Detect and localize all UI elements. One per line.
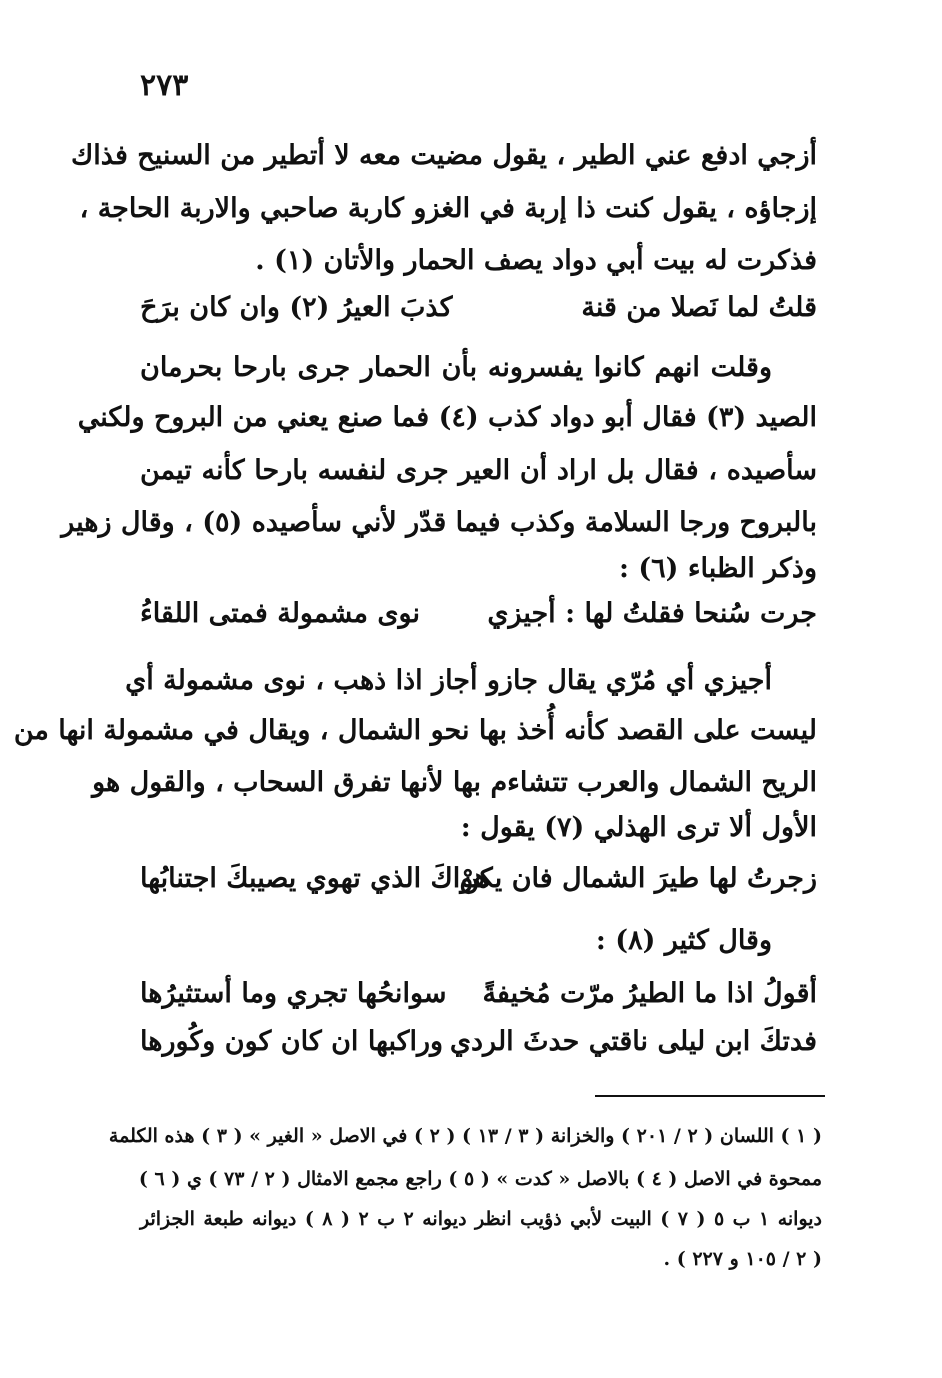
body-line: فذكرت له بيت أبي دواد يصف الحمار والأتان (١) . xyxy=(255,245,817,276)
footnote-line: ديوانه ١ ب ٥ ( ٧ ) البيت لأبي ذؤيب انظر ديوانه ٢ ب ٢ ( ٨ ) ديوانه طبعة الجزائر xyxy=(140,1208,823,1230)
body-line: وقال كثير (٨) : xyxy=(595,925,772,956)
verse-first-hemistich: جرت سُنحا فقلتُ لها : أجيزي xyxy=(487,598,817,629)
body-line: إزجاؤه ، يقول كنت ذا إربة في الغزو كاربة صاحبي والاربة الحاجة ، xyxy=(79,193,817,224)
body-line: وقلت انهم كانوا يفسرونه بأن الحمار جرى بارحا بحرمان xyxy=(140,352,772,383)
footnote-separator xyxy=(595,1095,825,1097)
body-line: ليست على القصد كأنه أُخذ بها نحو الشمال ، ويقال في مشمولة انها من xyxy=(13,715,817,746)
body-line: الريح الشمال والعرب تتشاءم بها لأنها تفرق السحاب ، والقول هو xyxy=(92,767,817,798)
verse-line xyxy=(140,1026,817,1066)
verse-line xyxy=(140,292,817,332)
verse-first-hemistich: زجرتُ لها طيرَ الشمال فان يكنْ xyxy=(459,863,817,894)
verse-second-hemistich: سوانحُها تجري وما أستثيرُها xyxy=(140,978,447,1009)
body-line: وذكر الظباء (٦) : xyxy=(618,553,817,584)
verse-first-hemistich: فدتكَ ابن ليلى ناقتي حدثَ الردي xyxy=(449,1026,817,1057)
body-line: سأصيده ، فقال بل اراد أن العير جرى لنفسه بارحا كأنه تيمن xyxy=(140,455,817,486)
verse-second-hemistich: هواكَ الذي تهوي يصيبكَ اجتنابُها xyxy=(140,863,489,894)
footnote-line: ( ١ ) اللسان ( ٢ / ٢٠١ ) والخزانة ( ٣ / ١٣ ) ( ٢ ) في الاصل « الغير » ( ٣ ) هذه الكلمة xyxy=(108,1125,822,1147)
body-line: بالبروح ورجا السلامة وكذب فيما قدّر لأني سأصيده (٥) ، وقال زهير xyxy=(61,507,817,538)
verse-line xyxy=(140,978,817,1018)
body-line: الأول ألا ترى الهذلي (٧) يقول : xyxy=(460,812,817,843)
verse-second-hemistich: كذبَ العيرُ (٢) وان كان برَحَ xyxy=(140,292,453,323)
verse-line xyxy=(140,863,817,903)
body-line: الصيد (٣) فقال أبو دواد كذب (٤) فما صنع يعني من البروح ولكني xyxy=(77,402,817,433)
page-number: ٢٧٣ xyxy=(140,68,189,103)
footnote-line: ممحوة في الاصل ( ٤ ) بالاصل « كدت » ( ٥ ) راجع مجمع الامثال ( ٢ / ٧٣ ) ي ( ٦ ) xyxy=(138,1168,822,1190)
verse-line xyxy=(140,598,817,638)
verse-first-hemistich: أقولُ اذا ما الطيرُ مرّت مُخيفةً xyxy=(482,978,817,1009)
verse-second-hemistich: وراكبها ان كان كون وكُورها xyxy=(140,1026,444,1057)
verse-first-hemistich: قلتُ لما نَصلا من قنة xyxy=(581,292,817,323)
body-line: أجيزي أي مُرّي يقال جازو أجاز اذا ذهب ، نوى مشمولة أي xyxy=(125,665,772,696)
footnote-line: ( ٢ / ١٠٥ و ٢٢٧ ) . xyxy=(663,1248,822,1270)
body-line: أزجي ادفع عني الطير ، يقول مضيت معه لا أتطير من السنيح فذاك xyxy=(71,140,817,171)
verse-second-hemistich: نوى مشمولة فمتى اللقاءُ xyxy=(140,598,421,629)
